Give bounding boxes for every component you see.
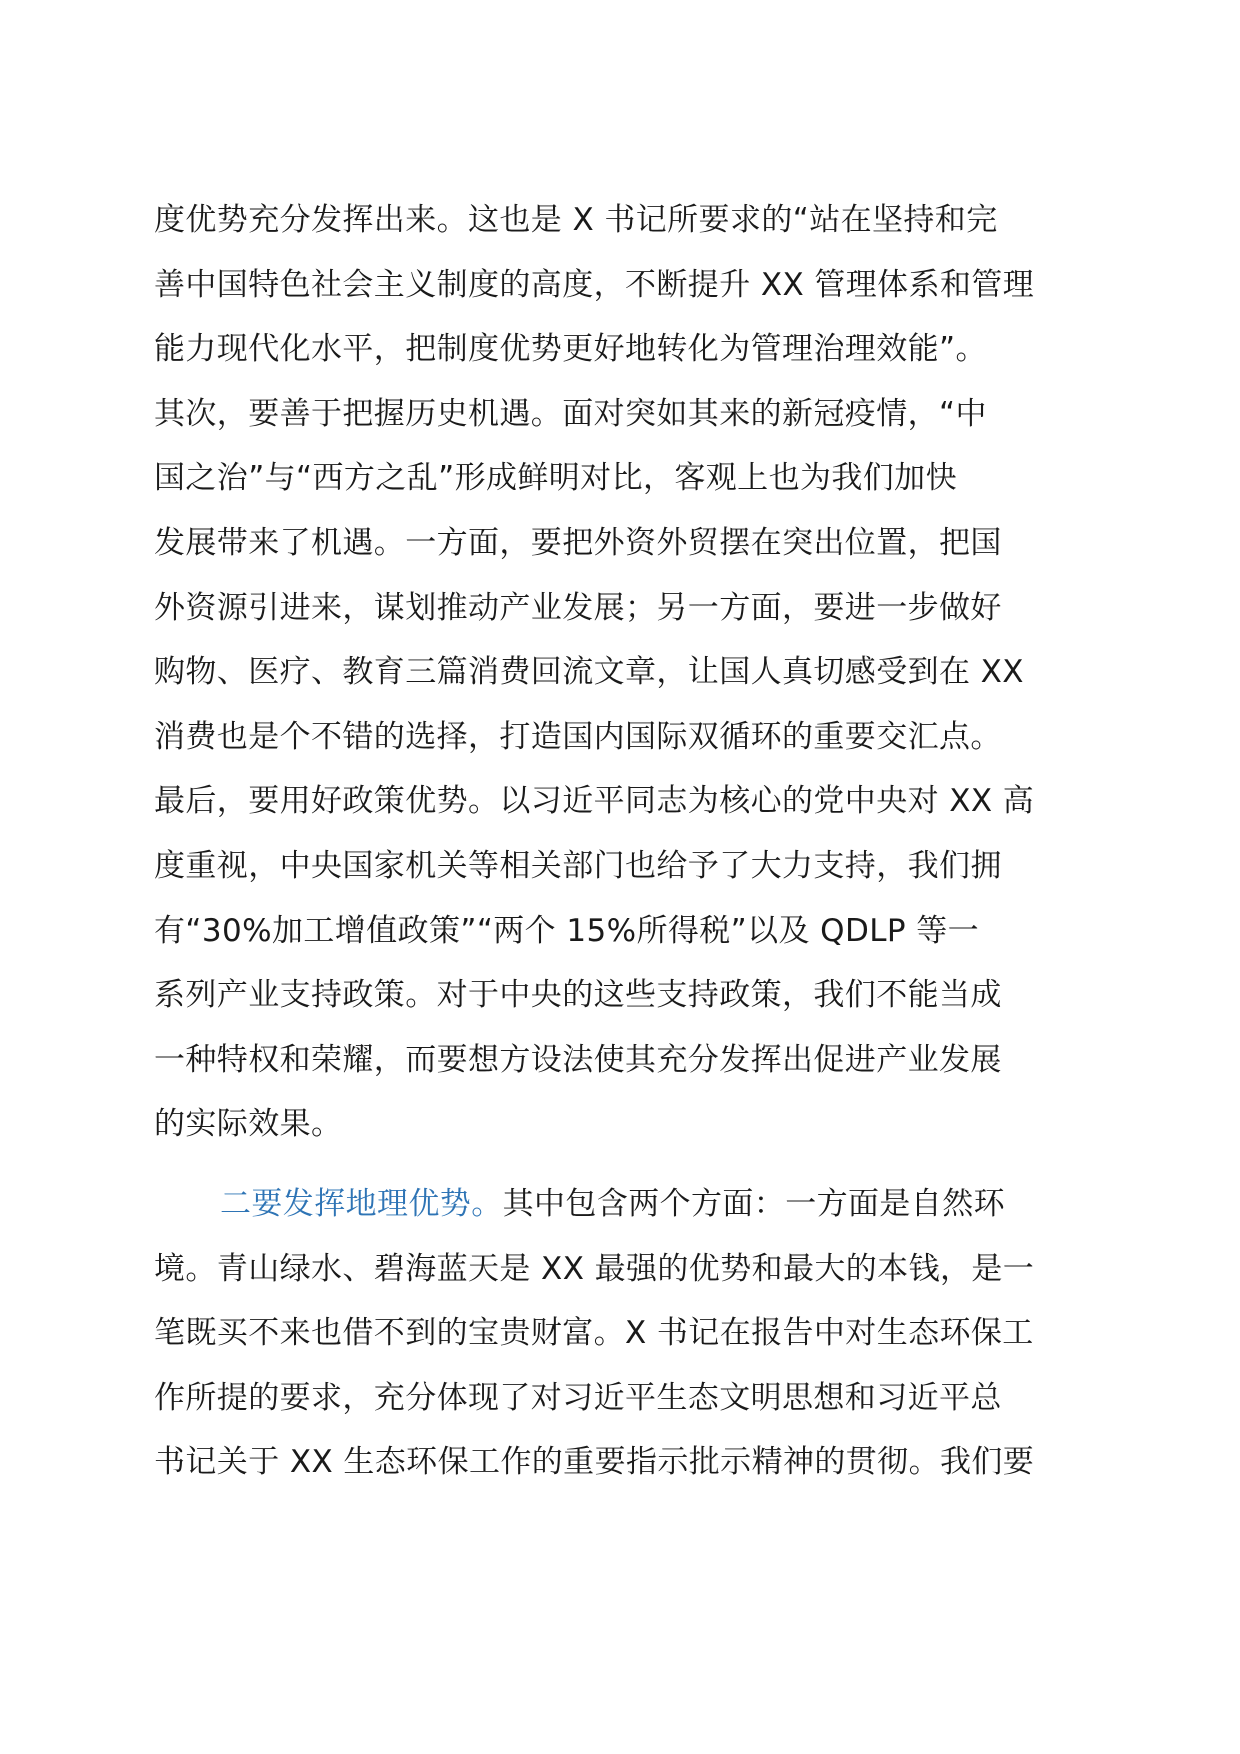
text-line: 度优势充分发挥出来。这也是 X 书记所要求的“站在坚持和完 bbox=[154, 202, 998, 238]
text-line: 国之治”与“西方之乱”形成鲜明对比，客观上也为我们加快 bbox=[154, 460, 957, 497]
text-line: 外资源引进来，谋划推动产业发展；另一方面，要进一步做好 bbox=[154, 589, 1002, 626]
document-page bbox=[154, 188, 1094, 1495]
paragraph-2 bbox=[154, 1172, 1094, 1495]
text-line: 消费也是个不错的选择，打造国内国际双循环的重要交汇点。 bbox=[154, 718, 1002, 755]
text-line: 有“30%加工增值政策”“两个 15%所得税”以及 QDLP 等一 bbox=[154, 912, 980, 949]
text-line: 作所提的要求，充分体现了对习近平生态文明思想和习近平总 bbox=[154, 1379, 1002, 1416]
text-line: 发展带来了机遇。一方面，要把外资外贸摆在突出位置，把国 bbox=[154, 524, 1002, 561]
text-line: 能力现代化水平，把制度优势更好地转化为管理治理效能”。 bbox=[154, 331, 987, 368]
text-line: 境。青山绿水、碧海蓝天是 XX 最强的优势和最大的本钱，是一 bbox=[154, 1250, 1035, 1287]
text-line: 善中国特色社会主义制度的高度，不断提升 XX 管理体系和管理 bbox=[154, 266, 1035, 303]
text-line: 一种特权和荣耀，而要想方设法使其充分发挥出促进产业发展 bbox=[154, 1041, 1002, 1078]
text-line: 最后，要用好政策优势。以习近平同志为核心的党中央对 XX 高 bbox=[154, 783, 1035, 820]
text-line-first bbox=[154, 1172, 1094, 1237]
section-heading: 二要发挥地理优势。 bbox=[220, 1185, 503, 1222]
text-line: 度重视，中央国家机关等相关部门也给予了大力支持，我们拥 bbox=[154, 847, 1002, 884]
heading-continuation: 其中包含两个方面：一方面是自然环 bbox=[502, 1185, 1006, 1222]
text-line: 的实际效果。 bbox=[154, 1106, 343, 1143]
text-line: 书记关于 XX 生态环保工作的重要指示批示精神的贯彻。我们要 bbox=[154, 1444, 1035, 1481]
text-line: 笔既买不来也借不到的宝贵财富。X 书记在报告中对生态环保工 bbox=[154, 1315, 1034, 1352]
text-line: 购物、医疗、教育三篇消费回流文章，让国人真切感受到在 XX bbox=[154, 654, 1024, 691]
paragraph-1 bbox=[154, 188, 1094, 1157]
text-line: 系列产业支持政策。对于中央的这些支持政策，我们不能当成 bbox=[154, 977, 1002, 1014]
text-line: 其次，要善于把握历史机遇。面对突如其来的新冠疫情，“中 bbox=[154, 395, 987, 432]
